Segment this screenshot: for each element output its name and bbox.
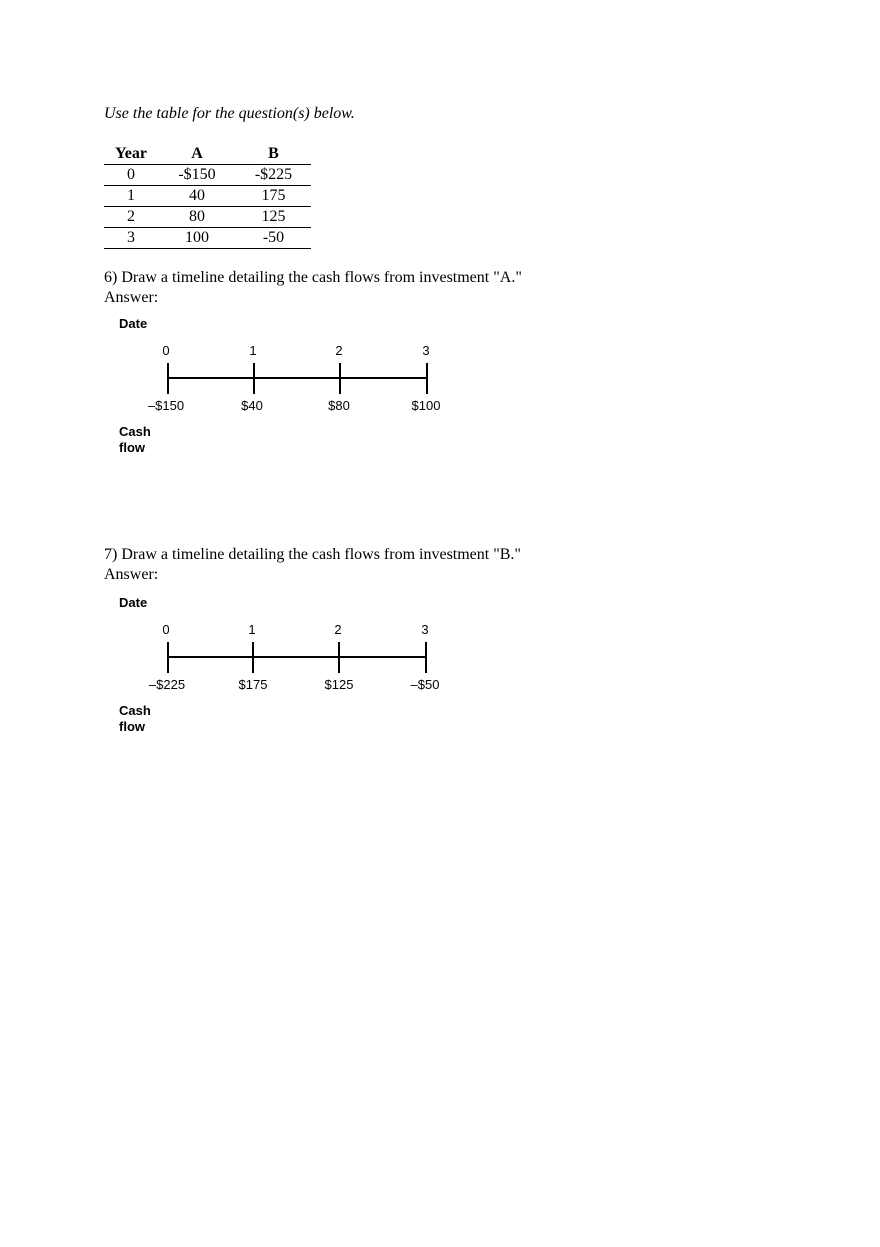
timeline-cash-flow: $100	[411, 398, 441, 413]
cell-year: 0	[104, 165, 158, 186]
timeline-a-diagram	[115, 316, 455, 420]
table-intro: Use the table for the question(s) below.	[104, 105, 355, 122]
table-header-row	[104, 144, 311, 165]
timeline-cash-flow: –$150	[147, 398, 185, 413]
cell-b: 125	[236, 207, 311, 228]
timeline-date-label: Date	[119, 316, 148, 331]
timeline-date-tick: 3	[421, 622, 429, 637]
cell-year: 2	[104, 207, 158, 228]
timeline-date-tick: 1	[248, 622, 256, 637]
cell-a: 40	[158, 186, 236, 207]
table-row	[104, 165, 311, 186]
header-b: B	[236, 144, 311, 165]
cash-flow-table	[104, 144, 311, 249]
cell-year: 3	[104, 228, 158, 249]
timeline-cash-label: Cash flow	[119, 424, 151, 455]
timeline-date-tick: 2	[335, 343, 343, 358]
timeline-b	[115, 595, 455, 745]
header-a: A	[158, 144, 236, 165]
cell-a: -$150	[158, 165, 236, 186]
table-row	[104, 228, 311, 249]
timeline-date-tick: 2	[334, 622, 342, 637]
question-6-prompt: 6) Draw a timeline detailing the cash flows from investment "A."	[104, 269, 522, 286]
timeline-cash-flow: $40	[241, 398, 263, 413]
timeline-cash-flow: $175	[238, 677, 268, 692]
cell-b: 175	[236, 186, 311, 207]
timeline-cash-flow: –$50	[410, 677, 440, 692]
question-7-prompt: 7) Draw a timeline detailing the cash flows from investment "B."	[104, 546, 521, 563]
timeline-cash-label: Cash flow	[119, 703, 151, 734]
timeline-cash-flow: –$225	[148, 677, 186, 692]
timeline-a	[115, 316, 455, 466]
question-7-answer-label: Answer:	[104, 566, 159, 583]
cell-b: -50	[236, 228, 311, 249]
timeline-b-diagram	[115, 595, 455, 699]
timeline-cash-flow: $125	[324, 677, 354, 692]
cell-a: 100	[158, 228, 236, 249]
timeline-date-tick: 3	[422, 343, 430, 358]
timeline-date-label: Date	[119, 595, 148, 610]
cell-year: 1	[104, 186, 158, 207]
question-6-answer-label: Answer:	[104, 289, 159, 306]
timeline-date-tick: 0	[162, 622, 170, 637]
cell-b: -$225	[236, 165, 311, 186]
timeline-date-tick: 1	[249, 343, 257, 358]
header-year: Year	[104, 144, 158, 165]
timeline-cash-flow: $80	[328, 398, 350, 413]
cell-a: 80	[158, 207, 236, 228]
timeline-date-tick: 0	[162, 343, 170, 358]
table-row	[104, 186, 311, 207]
table-row	[104, 207, 311, 228]
